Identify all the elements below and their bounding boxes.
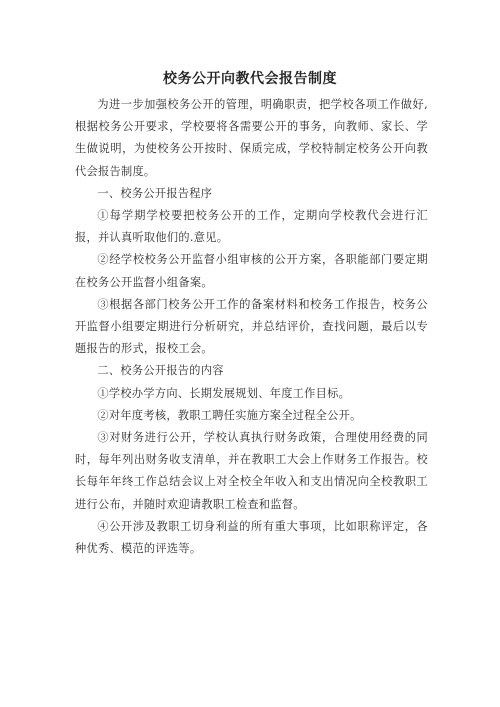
procedure-item-2: ②经学校校务公开监督小组审核的公开方案，各职能部门要定期在校务公开监督小组备案。 [75, 253, 428, 289]
intro-paragraph: 为进一步加强校务公开的管理，明确职责，把学校各项工作做好,根据校务公开要求，学校要将各需要公开的事务，向教师、家长、学生做说明，为使校务公开按时、保质完成，学校特制定校务公开向教代会报告制度。 [75, 98, 428, 178]
procedure-item-1: ①每学期学校要把校务公开的工作，定期向学校教代会进行汇报，并认真听取他们的.意见。 [75, 209, 428, 245]
document-title: 校务公开向教代会报告制度 [163, 71, 337, 87]
content-item-1: ①学校办学方向、长期发展规划、年度工作目标。 [97, 386, 351, 400]
content-item-4: ④公开涉及教职工切身利益的所有重大事项，比如职称评定，各种优秀、模范的评选等。 [75, 519, 428, 556]
content-item-2: ②对年度考核，教职工聘任实施方案全过程全公开。 [97, 408, 362, 422]
content-item-3: ③对财务进行公开，学校认真执行财务政策，合理使用经费的同时，每年列出财务收支清单，并在教职工大会上作财务工作报告。校长每年年终工作总结会议上对全校全年收入和支出情况向全校教职工进行公布，并随时欢迎请教职工检查和监督。 [75, 431, 428, 511]
procedure-item-3: ③根据各部门校务公开工作的备案材料和校务工作报告，校务公开监督小组要定期进行分析研究，并总结评价，查找问题，最后以专题报告的形式，报校工会。 [75, 297, 428, 356]
section-heading-procedure: 一、校务公开报告程序 [97, 186, 213, 200]
section-heading-content: 二、校务公开报告的内容 [97, 364, 224, 378]
document-body [75, 94, 428, 560]
